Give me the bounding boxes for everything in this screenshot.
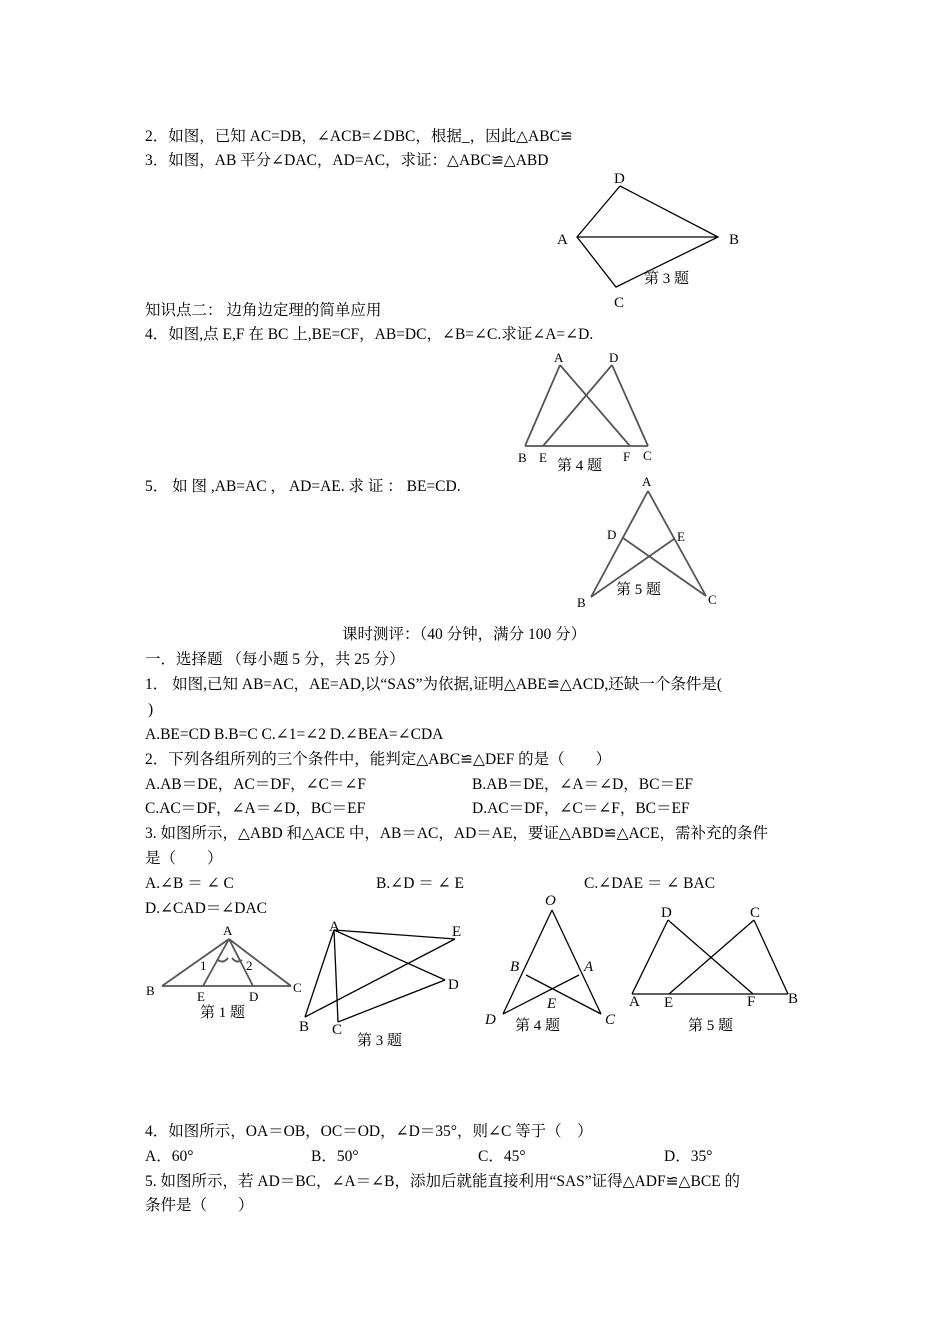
fig5-label-a: A [642,474,652,489]
t1-label-b: B [146,983,155,998]
t5-label-d: D [661,905,672,921]
test-question-3-cont: 是（ ） [145,850,223,867]
t5-label-e: E [664,995,674,1011]
fig4-label-e: E [539,450,547,465]
t4-label-c: C [605,1012,616,1028]
test-fig-1 [146,923,302,1021]
t5-label-f: F [747,994,756,1010]
test-fig-4 [484,893,616,1034]
test-question-1-cont: ) [148,701,154,718]
section-heading: 一．选择题 （每小题 5 分，共 25 分） [145,651,405,668]
t3-label-a: A [329,919,340,935]
t1-label-2: 2 [246,958,253,973]
t1-label-1: 1 [200,958,207,973]
fig4-label-d: D [609,350,619,365]
question-4: 4．如图,点 E,F 在 BC 上,BE=CF，AB=DC，∠B=∠C.求证∠A=∠D. [145,326,594,343]
t5-label-c: C [750,905,761,921]
fig4-label-c: C [643,448,652,463]
t4-label-e: E [547,996,557,1012]
t1-label-d: D [249,989,259,1004]
fig5-label-d: D [607,527,617,542]
t5-label-a: A [629,994,640,1010]
fig4-label-a: A [554,350,564,365]
test-question-4: 4．如图所示，OA＝OB，OC＝OD，∠D＝35°，则∠C 等于（ ） [145,1123,593,1140]
fig5-label-e: E [677,529,685,544]
test-question-2-option-c: C.AC＝DF，∠A＝∠D，BC＝EF [145,800,366,817]
fig4-caption: 第 4 题 [557,458,603,474]
t1-label-a: A [223,923,233,938]
test-question-2-option-d: D.AC＝DF，∠C＝∠F，BC＝EF [472,800,690,817]
t5-caption: 第 5 题 [688,1018,734,1034]
t4-label-d: D [485,1012,496,1028]
fig3-caption: 第 3 题 [644,271,690,287]
fig4-label-b: B [518,450,527,465]
t1-label-c: C [293,980,302,995]
test-fig-5 [629,905,798,1034]
t3-label-c: C [332,1022,343,1038]
test-question-2: 2．下列各组所列的三个条件中，能判定△ABC≌△DEF 的是（ ） [145,751,612,768]
test-question-4-option-b: B．50° [311,1148,359,1165]
fig3-label-a: A [557,232,568,248]
question-3: 3．如图，AB 平分∠DAC，AD=AC，求证：△ABC≌△ABD [145,152,549,169]
test-question-4-option-d: D．35° [664,1148,713,1165]
test-question-5: 5. 如图所示，若 AD＝BC，∠A＝∠B，添加后就能直接利用“SAS”证得△ADF≌△BCE 的 [145,1173,740,1190]
t3-caption: 第 3 题 [357,1033,403,1049]
test-question-1-options: A.BE=CD B.B=C C.∠1=∠2 D.∠BEA=∠CDA [145,726,444,743]
t1-caption: 第 1 题 [200,1005,246,1021]
test-question-2-option-b: B.AB＝DE，∠A＝∠D，BC＝EF [472,776,694,793]
fig5-label-c: C [708,592,717,607]
t4-caption: 第 4 题 [515,1018,561,1034]
test-question-3-option-c: C.∠DAE ＝ ∠ BAC [584,875,716,892]
test-question-2-option-a: A.AB＝DE，AC＝DF，∠C＝∠F [145,776,367,793]
t1-label-e: E [197,989,205,1004]
t4-label-b: B [510,959,520,975]
test-question-1: 1． 如图,已知 AB=AC，AE=AD,以“SAS”为依据,证明△ABE≌△ACD,还缺一个条件是( [145,676,723,693]
t4-label-a: A [584,959,594,975]
t4-label-o: O [545,893,556,909]
t3-label-d: D [448,977,459,993]
fig3-label-d: D [614,171,625,187]
fig3-label-b: B [729,232,740,248]
fig5-label-b: B [577,595,586,610]
fig4-label-f: F [623,449,631,464]
fig3-label-c: C [614,295,625,311]
test-question-3: 3. 如图所示，△ABD 和△ACE 中，AB＝AC，AD＝AE，要证△ABD≌△ACE，需补充的条件 [145,825,768,842]
test-question-3-option-a: A.∠B ＝ ∠ C [145,875,234,892]
knowledge-point-2: 知识点二： 边角边定理的简单应用 [145,302,382,319]
fig5-caption: 第 5 题 [616,582,662,598]
question-2: 2．如图，已知 AC=DB，∠ACB=∠DBC，根据_，因此△ABC≌ [145,128,573,145]
test-question-5-cont: 条件是（ ） [145,1197,254,1214]
test-question-4-option-a: A．60° [145,1148,194,1165]
test-question-3-option-b: B.∠D ＝ ∠ E [376,875,464,892]
t3-label-b: B [299,1019,310,1035]
test-title: 课时测评：（40 分钟，满分 100 分） [342,626,587,643]
test-fig-3 [299,919,461,1049]
t5-label-b: B [788,991,799,1007]
test-question-4-option-c: C．45° [478,1148,526,1165]
question-5: 5． 如 图 ,AB=AC ， AD=AE. 求 证 ： BE=CD. [145,478,461,495]
t3-label-e: E [452,924,462,940]
test-question-3-option-d: D.∠CAD＝∠DAC [145,900,267,917]
